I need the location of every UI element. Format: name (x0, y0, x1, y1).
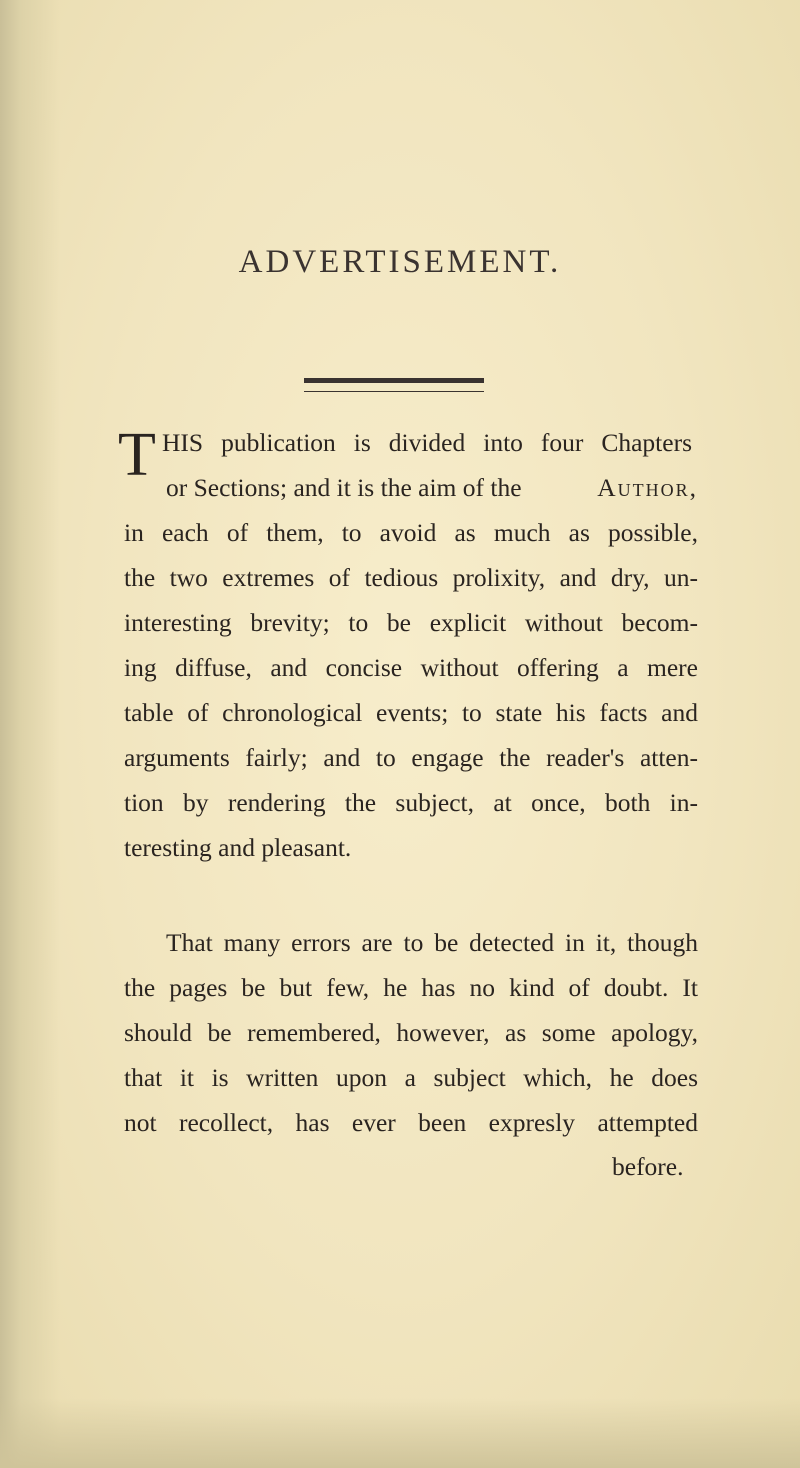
paragraph1-line-4: the two extremes of tedious prolixity, and dry, un- (124, 563, 698, 592)
paragraph1-line-10: teresting and pleasant. (124, 833, 352, 862)
paragraph1-line-2 (166, 473, 698, 503)
paragraph1-line-5: interesting brevity; to be explicit without becom- (124, 608, 698, 637)
paragraph2-line-4: that it is written upon a subject which, he does (124, 1063, 698, 1092)
paragraph1-line-2-text: or Sections; and it is the aim of the (166, 473, 522, 502)
page-title: ADVERTISEMENT. (238, 244, 562, 280)
paragraph1-line-3: in each of them, to avoid as much as possible, (124, 518, 698, 547)
paragraph2-line-2: the pages be but few, he has no kind of doubt. It (124, 973, 698, 1002)
drop-cap: T (118, 421, 156, 489)
title-rule-thick (304, 378, 484, 383)
paragraph1-line-8: arguments fairly; and to engage the reader's atten- (124, 743, 698, 772)
paragraph1-line-9: tion by rendering the subject, at once, both in- (124, 788, 698, 817)
page-gutter-shadow (0, 0, 60, 1468)
paragraph2-line-5: not recollect, has ever been expresly attempted (124, 1108, 698, 1137)
paragraph2-line-3: should be remembered, however, as some apology, (124, 1018, 698, 1047)
catchword: before. (612, 1152, 684, 1181)
paragraph1-line-7: table of chronological events; to state his facts and (124, 698, 698, 727)
author-word: Author, (597, 473, 698, 502)
paragraph2-line-1: That many errors are to be detected in it, though (166, 928, 698, 957)
paragraph1-line-6: ing diffuse, and concise without offering a mere (124, 653, 698, 682)
paragraph1-line-1: HIS publication is divided into four Chapters (162, 428, 692, 457)
title-rule-thin (304, 391, 484, 392)
page-bottom-shadow (0, 1398, 800, 1468)
